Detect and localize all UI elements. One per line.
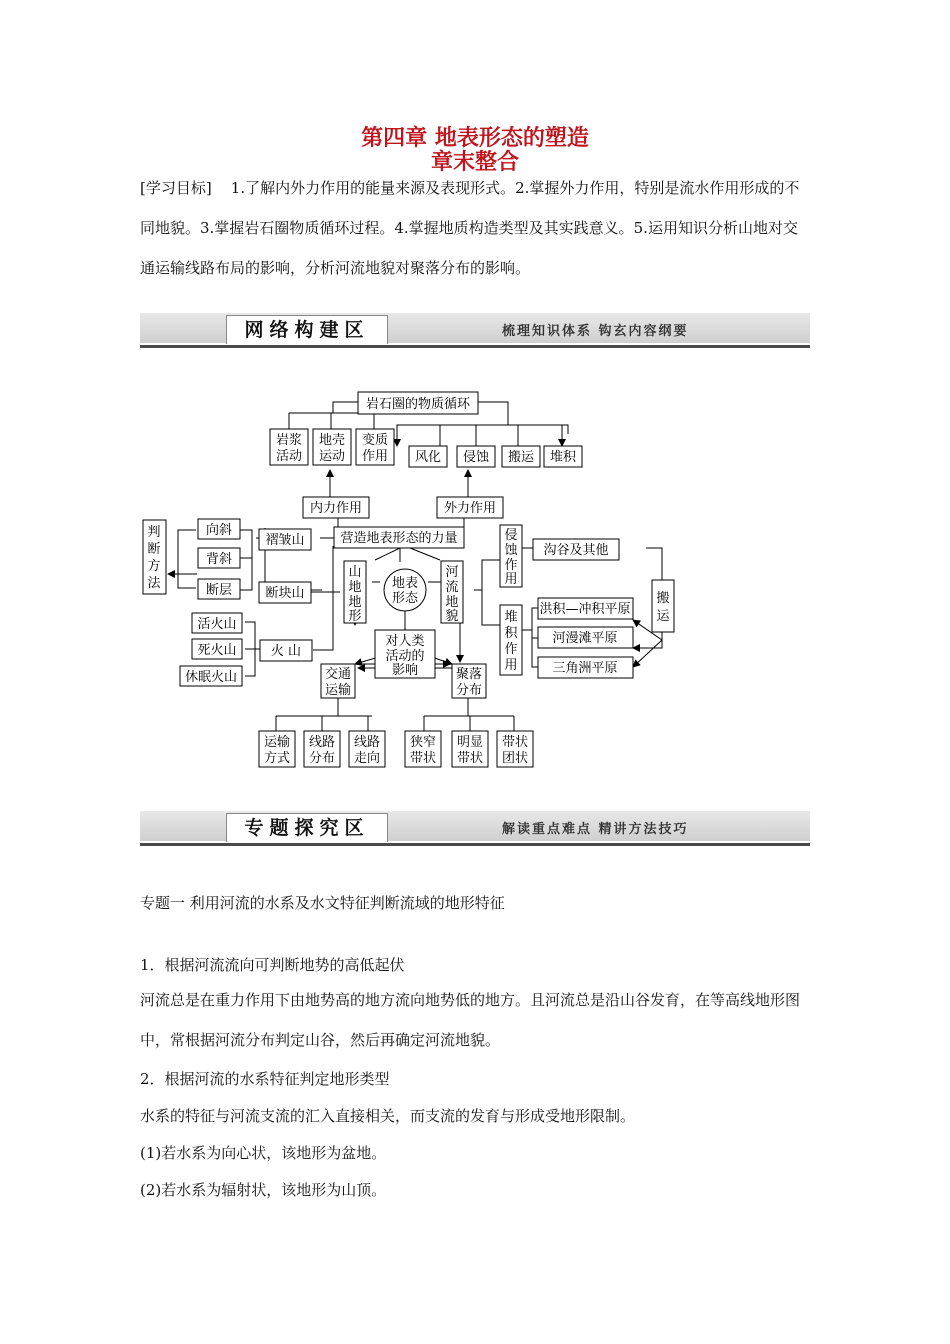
map-node-label: 形 [348,609,362,624]
map-node-label: 堆 [504,610,518,625]
banner-subtitle: 梳理知识体系 钩玄内容纲要 [502,324,689,339]
section-title: 章末整合 [430,149,519,175]
map-node-label: 走向 [353,751,381,766]
map-node-label: 河漫滩平原 [552,631,618,646]
map-node-label: 死火山 [197,643,237,658]
map-node-label: 线路 [353,735,381,750]
map-node-label: 用 [504,572,518,587]
item2-text: 水系的特征与河流支流的汇入直接相关，而支流的发育与形成受地形限制。 [140,1107,636,1125]
item1-title: 1．根据河流流向可判断地势的高低起伏 [140,956,405,974]
map-node-label: 侵 [504,528,518,543]
item2-title: 2．根据河流的水系特征判定地形类型 [140,1070,390,1088]
map-node-label: 沟谷及其他 [543,543,609,558]
map-node-label: 地表 [391,576,419,591]
map-node-label: 火 山 [270,644,302,659]
objectives-text: 1.了解内外力作用的能量来源及表现形式。2.掌握外力作用，特别是流水作用形成的不同地貌。3.掌握岩石圈物质循环过程。4.掌握地质构造类型及其实践意义。5.运用知识分析山地对交通运输线路布局的影响，分析河流地貌对聚落分布的影响。 [140,179,800,277]
map-node-label: 洪积—冲积平原 [539,602,631,617]
map-node-label: 内力作用 [309,501,363,516]
item2-point1: (1)若水系为向心状，该地形为盆地。 [140,1144,387,1162]
concept-map-diagram [135,380,685,775]
node-rock-cycle: 岩石圈的物质循环 [365,397,471,412]
map-node-label: 运动 [318,449,346,464]
map-node-label: 交通 [324,667,352,682]
map-node-label: 活动 [275,449,303,464]
banner-subtitle: 解读重点难点 精讲方法技巧 [502,822,689,837]
map-node-label: 河 [445,565,459,580]
map-node-label: 地 [348,580,362,595]
map-node-label: 明显 [456,735,484,750]
map-node-label: 运输 [263,735,291,750]
map-node-label: 分布 [455,683,483,698]
map-node-label: 断块山 [265,586,305,601]
map-node-label: 外力作用 [443,501,497,516]
map-node-label: 形态 [391,591,419,606]
map-node-label: 积 [504,626,518,641]
map-node-label: 地壳 [318,433,346,448]
map-node-label: 法 [147,576,161,591]
map-node-label: 判 [147,525,161,540]
banner-label: 专题探究区 [226,813,388,842]
map-node-label: 作 [504,558,518,573]
map-node-label: 貌 [445,609,459,624]
map-node-label: 褶皱山 [265,533,305,548]
map-node-label: 背斜 [205,552,233,567]
map-node-label: 带状 [456,751,484,766]
map-node-label: 向斜 [205,523,233,538]
map-node-label: 地 [445,595,459,610]
map-node-label: 团状 [501,751,529,766]
map-node-label: 蚀 [504,543,518,558]
map-node-label: 带状 [409,751,437,766]
section-banner-topics [140,811,810,847]
map-node-label: 岩浆 [275,433,303,448]
map-node-label: 断层 [205,583,233,598]
map-node-label: 山 [348,565,362,580]
map-node-label: 对人类 [385,634,425,649]
map-node-label: 三角洲平原 [552,661,618,676]
map-node-label: 作用 [361,449,389,464]
map-node-label: 作 [504,642,518,657]
map-node-label: 狭窄 [409,735,437,750]
section-banner-network [140,313,810,349]
map-node-label: 地 [348,595,362,610]
item1-text: 河流总是在重力作用下由地势高的地方流向地势低的地方。且河流总是沿山谷发育，在等高线地形图中，常根据河流分布判定山谷，然后再确定河流地貌。 [140,991,801,1049]
map-node-label: 线路 [308,735,336,750]
map-node-label: 断 [147,542,161,557]
map-node-label: 方式 [263,751,291,766]
topic-heading: 专题一 利用河流的水系及水文特征判断流域的地形特征 [140,894,505,912]
map-node-label: 休眠火山 [184,670,238,685]
map-node-label: 方 [147,559,161,574]
map-node-label: 活动的 [385,649,425,664]
map-node-label: 用 [504,658,518,673]
map-node-label: 运输 [324,683,352,698]
map-node-label: 搬运 [507,450,535,465]
map-node-label: 营造地表形态的力量 [340,531,458,546]
map-node-label: 带状 [501,735,529,750]
map-node-label: 聚落 [455,667,483,682]
map-node-label: 影响 [391,663,419,678]
objectives-label: [学习目标] [140,179,212,197]
map-node-label: 运 [656,609,670,624]
map-node-label: 堆积 [549,450,577,465]
map-node-label: 变质 [361,433,389,448]
learning-objectives [140,168,812,288]
item2-point2: (2)若水系为辐射状，该地形为山顶。 [140,1181,387,1199]
map-node-label: 活火山 [197,617,237,632]
map-node-label: 流 [445,580,459,595]
map-node-label: 分布 [308,751,336,766]
map-node-label: 侵蚀 [462,450,490,465]
chapter-title: 第四章 地表形态的塑造 [361,125,589,151]
map-node-label: 搬 [656,591,670,606]
banner-label: 网络构建区 [226,315,388,344]
map-node-label: 风化 [414,450,442,465]
